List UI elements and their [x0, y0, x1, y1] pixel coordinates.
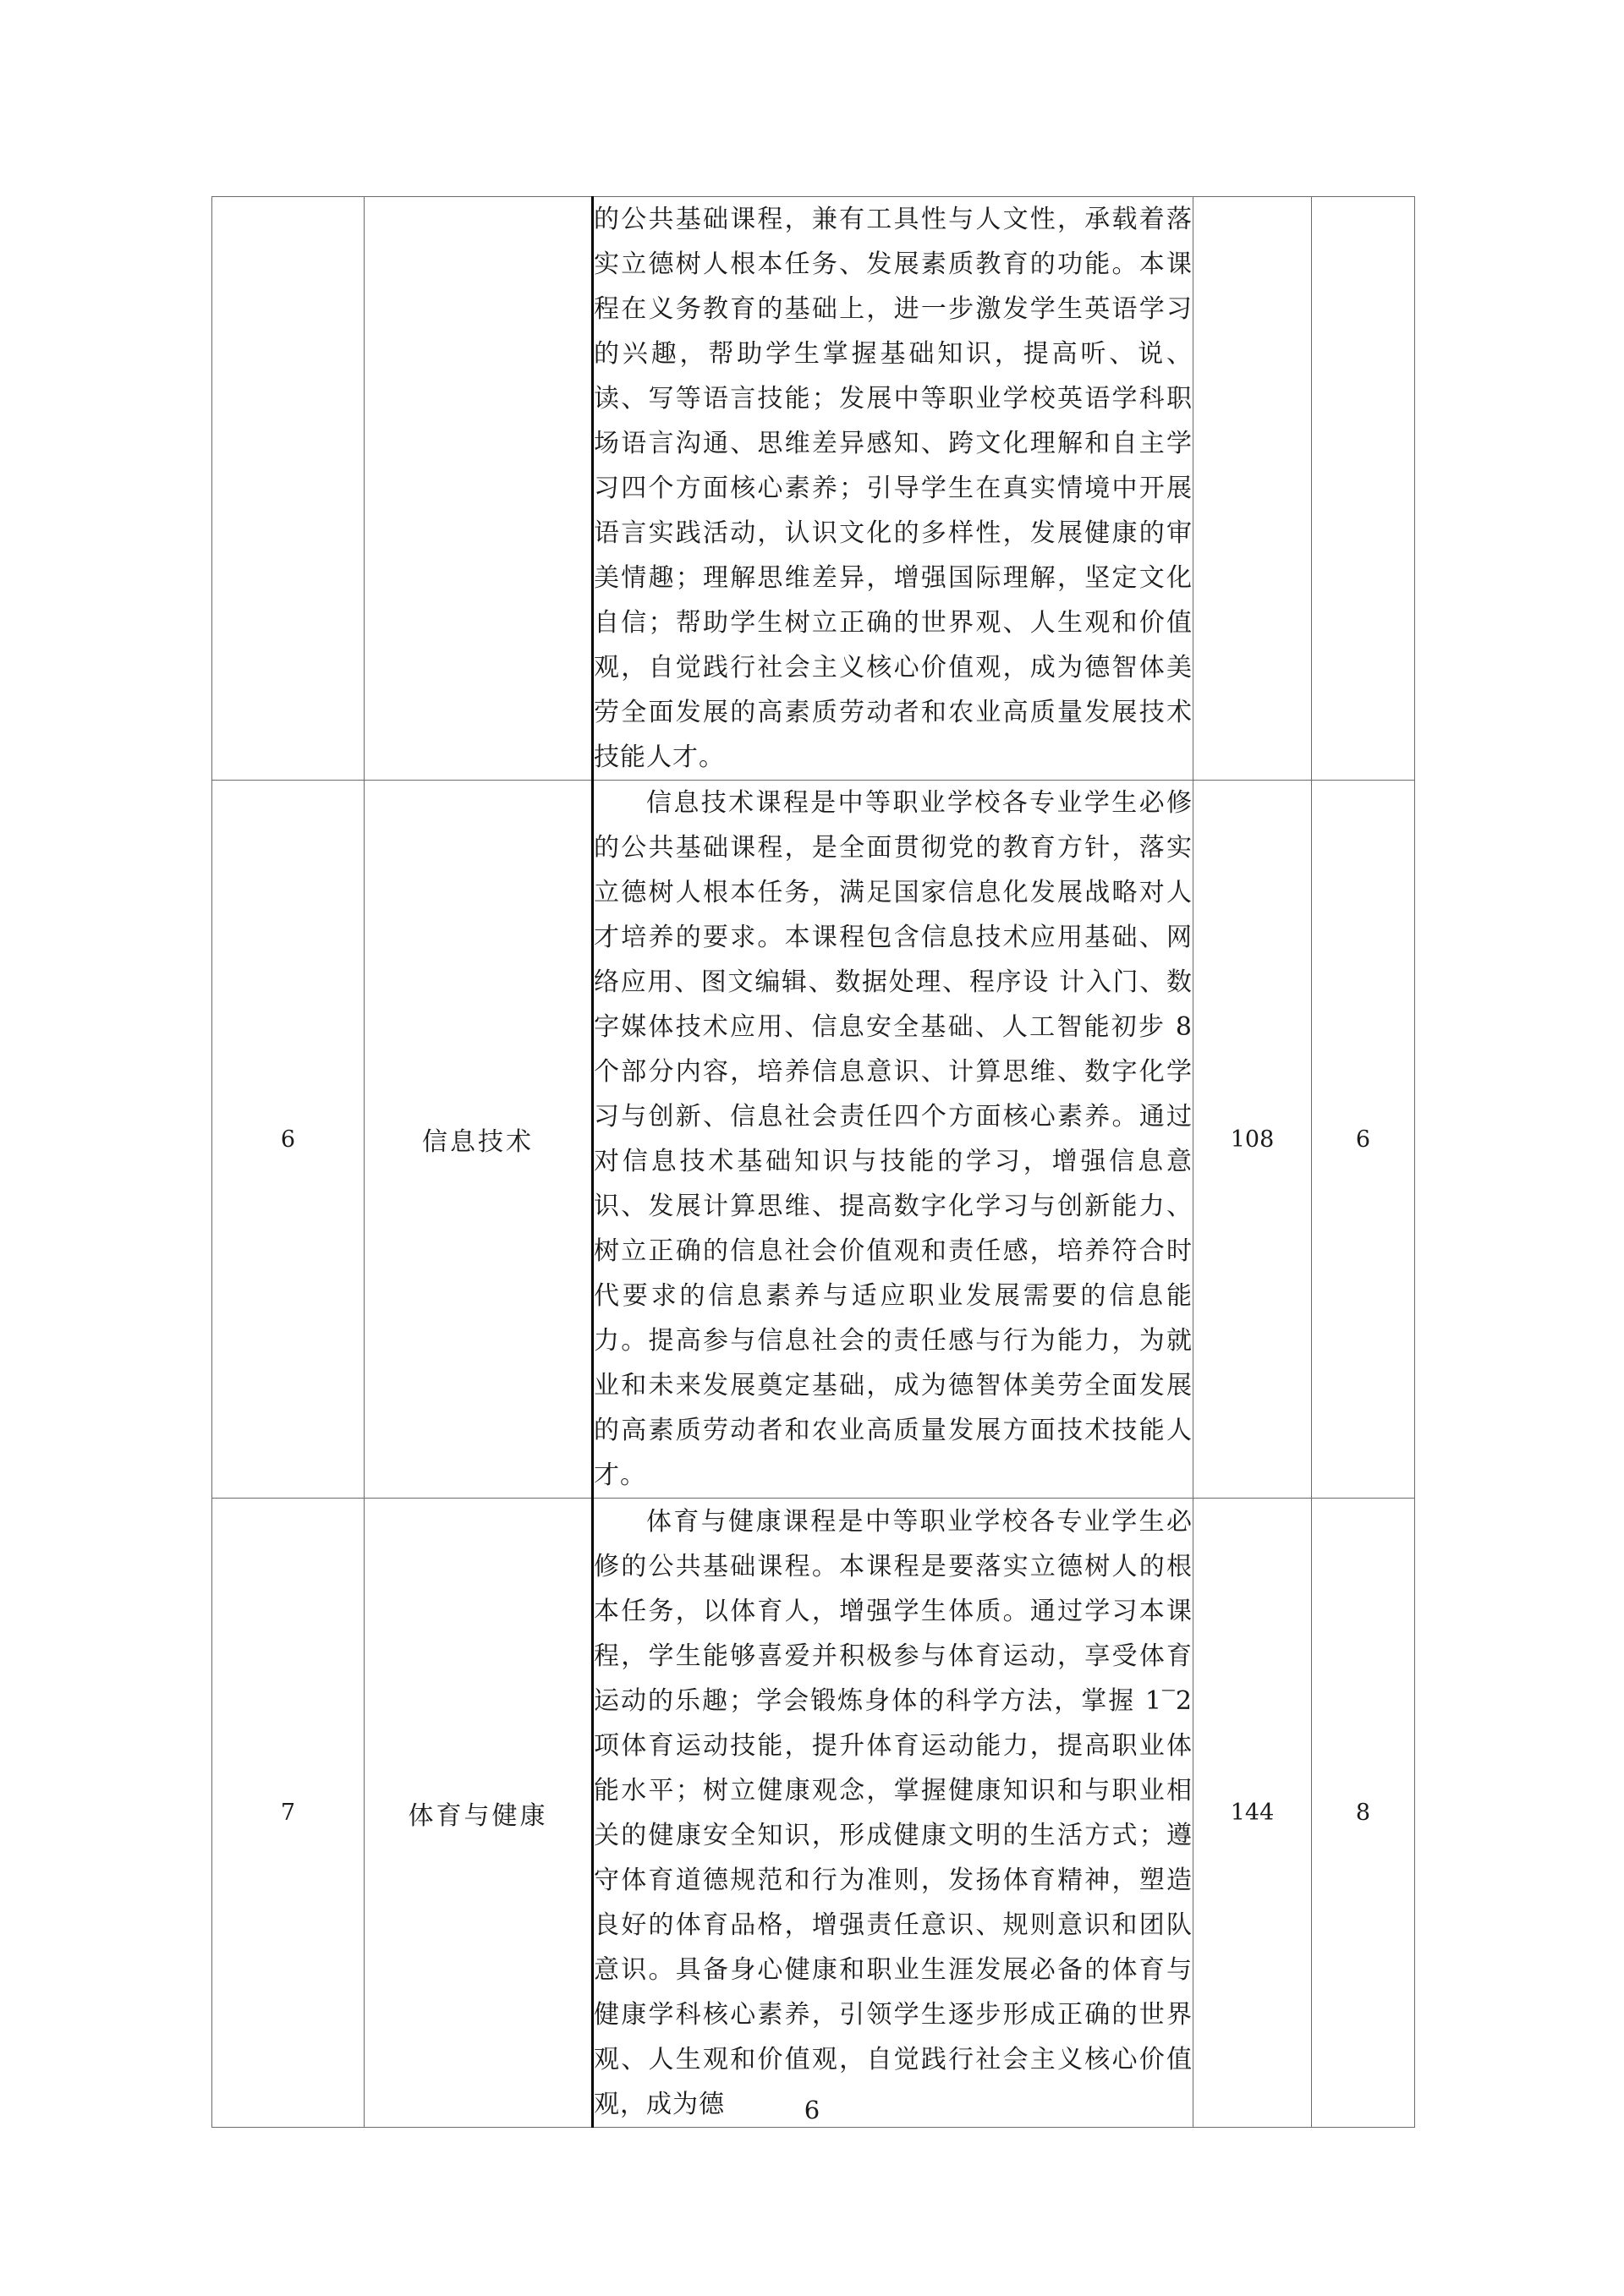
curriculum-table [211, 196, 1415, 2128]
course-credits-cell: 8 [1312, 1499, 1415, 2128]
course-description-cell [593, 781, 1193, 1499]
course-description-cell [593, 197, 1193, 781]
course-credits-cell: 6 [1312, 781, 1415, 1499]
course-description-text: 信息技术课程是中等职业学校各专业学生必修的公共基础课程，是全面贯彻党的教育方针，落实立德树人根本任务，满足国家信息化发展战略对人才培养的要求。本课程包含信息技术应用基础、网络应用、图文编辑、数据处理、程序设 计入门、数字媒体技术应用、信息安全基础、人工智能初步 8 个部分内容，培养信息意识、计算思维、数字化学习与创新、信息社会责任四个方面核心素养。通过对信息技术基础知识与技能的学习，增强信息意识、发展计算思维、提高数字化学习与创新能力、树立正确的信息社会价值观和责任感，培养符合时代要求的信息素养与适应职业发展需要的信息能力。提高参与信息社会的责任感与行为能力，为就业和未来发展奠定基础，成为德智体美劳全面发展的高素质劳动者和农业高质量发展方面技术技能人才。 [594, 788, 1193, 1490]
course-number-cell: 6 [212, 781, 365, 1499]
course-number-cell [212, 197, 365, 781]
course-name-cell [365, 197, 593, 781]
course-hours-cell: 108 [1193, 781, 1312, 1499]
course-description-text: 的公共基础课程，兼有工具性与人文性，承载着落实立德树人根本任务、发展素质教育的功能。本课程在义务教育的基础上，进一步激发学生英语学习的兴趣，帮助学生掌握基础知识，提高听、说、读、写等语言技能；发展中等职业学校英语学科职场语言沟通、思维差异感知、跨文化理解和自主学习四个方面核心素养；引导学生在真实情境中开展语言实践活动，认识文化的多样性，发展健康的审美情趣；理解思维差异，增强国际理解，坚定文化自信；帮助学生树立正确的世界观、人生观和价值观，自觉践行社会主义核心价值观，成为德智体美劳全面发展的高素质劳动者和农业高质量发展技术技能人才。 [594, 205, 1193, 772]
course-hours-cell: 144 [1193, 1499, 1312, 2128]
course-name-cell: 信息技术 [365, 781, 593, 1499]
course-number-cell: 7 [212, 1499, 365, 2128]
table-row [212, 197, 1415, 781]
course-description-cell [593, 1499, 1193, 2128]
course-hours-cell [1193, 197, 1312, 781]
table-row [212, 1499, 1415, 2128]
page-number: 6 [804, 2096, 820, 2124]
course-name-cell: 体育与健康 [365, 1499, 593, 2128]
course-credits-cell [1312, 197, 1415, 781]
table-row [212, 781, 1415, 1499]
course-description-text: 体育与健康课程是中等职业学校各专业学生必修的公共基础课程。本课程是要落实立德树人的根本任务，以体育人，增强学生体质。通过学习本课程，学生能够喜爱并积极参与体育运动，享受体育运动的乐趣；学会锻炼身体的科学方法，掌握 1‾2 项体育运动技能，提升体育运动能力，提高职业体能水平；树立健康观念，掌握健康知识和与职业相关的健康安全知识，形成健康文明的生活方式；遵守体育道德规范和行为准则，发扬体育精神，塑造良好的体育品格，增强责任意识、规则意识和团队意识。具备身心健康和职业生涯发展必备的体育与健康学科核心素养，引领学生逐步形成正确的世界观、人生观和价值观，自觉践行社会主义核心价值观，成为德 [594, 1506, 1193, 2119]
